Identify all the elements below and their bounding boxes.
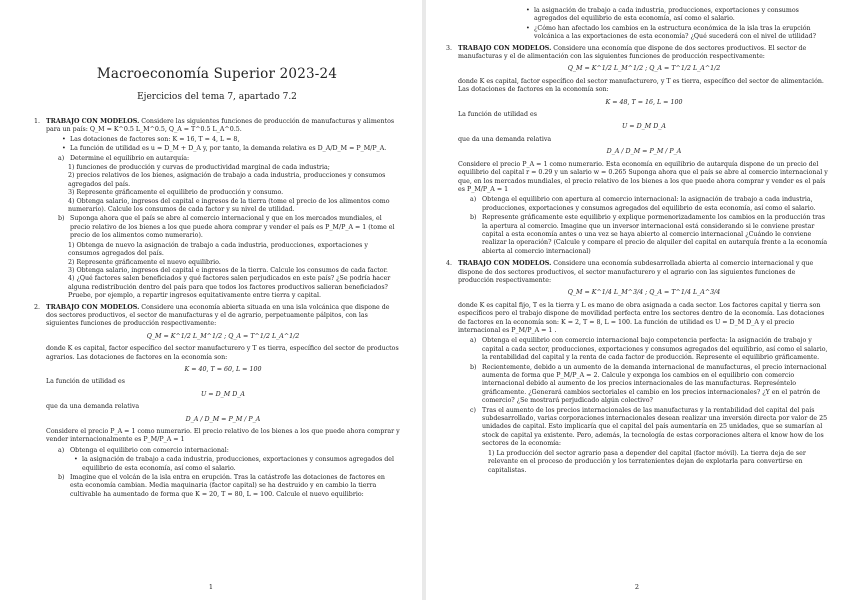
- equation: Q_M = K^1/2 L_M^1/2 ; Q_A = T^1/2 L_A^1/2: [146, 332, 300, 340]
- item-text: Tras el aumento de los precios internacionales de las manufacturas y la rentabilidad del capital del país subdesarrollado, varias corporaciones internacionales desean realizar una inversión directa por valor de 25 unidades de capital. Esto implicaría que el capital del país aumentaría en 25 unidades, que se sumarían al stock de capital ya existente. Pero, además, la tecnología de estas corporaciones altera el know how de los sectores de la economía:: [482, 406, 828, 448]
- item-label: b): [470, 363, 477, 371]
- equation: D_A / D_M = P_M / P_A: [185, 415, 261, 423]
- paragraph: Considere el precio P_A = 1 como numerario. Esta economía en equilibrio de autarquía dispone de un precio del equilibrio del capital r = 0.29 y un salario w = 0.265 Suponga ahora que el país se abre al comercio internacional y que, en los mercados mundiales, el precio relativo de los bienes a los que puede ahora comprar y vender es el país es P_M/P_A = 1: [458, 160, 828, 193]
- continued-bullets: • la asignación de trabajo a cada industria, producciones, exportaciones y consumos agregados del equilibrio de esta economía, así como el salario. • ¿Cómo han afectado los cambios en la estructura económica de la isla tras la erupción volcánica a las exportaciones de esta economía? ¿Qué sucederá con el nivel de utilidad?: [446, 7, 830, 42]
- item-text: Obtenga el equilibrio con apertura al comercio internacional: la asignación de trabajo a cada industria, producciones, exportaciones y consumos agregados del equilibrio de esta economía, así como el salario.: [482, 196, 816, 212]
- exercise-number: 3.: [446, 44, 453, 52]
- exercise-intro: Considere una economía abierta situada en una isla volcánica que dispone de dos sectores productivos, el sector de manufacturas y el de agrario, perpetuamente pálpitos, con las siguientes funciones de producción respectivamente:: [46, 303, 390, 328]
- item-label: a): [470, 196, 477, 204]
- exercise-title: TRABAJO CON MODELOS.: [458, 44, 552, 52]
- exercise-2: 2. TRABAJO CON MODELOS. Considere una economía abierta situada en una isla volcánica que dispone de dos sectores productivos, el sector de manufacturas y el de agrario, perpetuamente pálpitos, con las siguientes funciones de producción respectivamente: Q_M = K^1/2 L_M^1/2 ; Q_A = T^1/2 L_A^1/2 donde K es capital, factor específico del sector manufacturero y T es tierra, específico del sector de productos agrarios. Las dotaciones de factores en la economía son: K = 40, T = 60, L = 100 La función de utilidad es U = D_M D_A que da una demanda relativa D_A / D_M = P_M / P_A Considere el precio P_A = 1 como numerario. El precio relativo de los bienes a los que puede ahora comprar y vender internacionalmente es P_M/P_A = 1 a) Obtenga el equilibrio con comercio internacional: • la asignación de trabajo a cada industria, producciones, exportaciones y consumos agregados del equilibrio de esta economía, así como el salario. b) Imagine que el volcán de la isla entra en erupción. Tras la catástrofe las dotaciones de factores en esta economía cambian. Media maquinaria (factor capital) se ha destruido y en cambio la tierra cultivable ha aumentado de forma que K = 20, T = 80, L = 100. Calcule el nuevo equilibrio:: [34, 304, 400, 501]
- paragraph: La función de utilidad es: [46, 378, 125, 386]
- exercise-title: TRABAJO CON MODELOS.: [458, 260, 552, 268]
- subitem-text: 1) La producción del sector agrario pasa a depender del capital (factor móvil). La tierra deja de ser relevante en el proceso de producción y los terratenientes dejan de explotarla para convertirse en capitalistas.: [488, 449, 806, 474]
- item-label: b): [470, 214, 477, 222]
- bullet-text: la asignación de trabajo a cada industria, producciones, exportaciones y consumos agregados del equilibrio de esta economía, así como el salario.: [82, 456, 394, 472]
- equation: K = 40, T = 60, L = 100: [184, 365, 262, 373]
- item-label: a): [58, 446, 65, 454]
- item-text: Obtenga el equilibrio con comercio internacional:: [70, 446, 229, 454]
- exercise-intro: Considere una economía que dispone de dos sectores productivos. El sector de manufacturas y el de alimentación con las siguientes funciones de producción respectivamente:: [458, 44, 807, 61]
- item-text: Suponga ahora que el país se abre al comercio internacional y que en los mercados mundiales, el precio relativo de los bienes a los que puede ahora comprar y vender el país es P_M/P_A = 1 (tome el precio de los alimentos como numerario).: [70, 215, 395, 240]
- item-label: a): [58, 154, 65, 162]
- item-label: b): [58, 215, 65, 223]
- bullet-text: La función de utilidad es u = D_M + D_A y, por tanto, la demanda relativa es D_A/D_M = P_M/P_A.: [70, 145, 387, 153]
- subitem-text: 3) Obtenga salario, ingresos del capital e ingresos de la tierra. Calcule los consumos de cada factor.: [68, 266, 388, 274]
- item-text: Recientemente, debido a un aumento de la demanda internacional de manufacturas, el precio internacional aumenta de forma que P_M/P_A = 2. Calcule y exponga los cambios en el equilibrio con comercio internacional debido al aumento de los precios internacionales de las manufacturas. Represéntelo gráficamente. ¿Generará cambios sectoriales el cambio en los precios internacionales? ¿Y en el patrón de comercio? ¿Se mostrará perjudicado algún colectivo?: [482, 363, 827, 405]
- paragraph: Considere el precio P_A = 1 como numerario. El precio relativo de los bienes a los que puede ahora comprar y vender internacionalmente es P_M/P_A = 1: [46, 428, 400, 444]
- page-number: 1: [208, 583, 214, 591]
- item-label: a): [470, 337, 477, 345]
- exercise-number: 1.: [34, 118, 41, 125]
- item-text: Obtenga el equilibrio con comercio internacional bajo competencia perfecta: la asignación de trabajo y capital a cada sector, producciones, exportaciones y consumos agregados del equilibrio, así como el salario, la rentabilidad del capital y la renta de cada factor de producción. Represente el equilibrio gráficamente.: [482, 337, 828, 362]
- subitem-text: 4) Obtenga salario, ingresos del capital e ingresos de la tierra (tome el precio de los alimentos como numerario). Calcule los consumos de cada factor y su nivel de utilidad.: [68, 197, 390, 214]
- paragraph: donde K es capital, factor específico del sector manufacturero, y T es tierra, específico del sector de alimentación. Las dotaciones de factores en la economía son:: [458, 77, 824, 94]
- bullet-text: la asignación de trabajo a cada industria, producciones, exportaciones y consumos agregados del equilibrio de esta economía, así como el salario.: [534, 7, 799, 23]
- exercise-intro: Considere una economía subdesarrollada abierta al comercio internacional y que dispone de dos sectores productivos, el sector manufacturero y el agrario con las siguientes funciones de producción respectivamente:: [458, 260, 814, 284]
- paragraph: que da una demanda relativa: [458, 135, 552, 143]
- bullet-text: ¿Cómo han afectado los cambios en la estructura económica de la isla tras la erupción volcánica a las exportaciones de esta economía? ¿Qué sucederá con el nivel de utilidad?: [534, 24, 816, 41]
- page-2: [426, 0, 848, 600]
- exercise-number: 2.: [34, 303, 41, 311]
- subitem-text: 1) Obtenga de nuevo la asignación de trabajo a cada industria, producciones, exportaciones y consumos agregados del país.: [68, 241, 368, 258]
- item-label: b): [58, 474, 65, 482]
- exercise-title: TRABAJO CON MODELOS.: [46, 118, 140, 125]
- equation: U = D_M D_A: [622, 123, 666, 131]
- document-title: Macroeconomía Superior 2023-24: [96, 66, 338, 82]
- page-number: 2: [634, 583, 640, 591]
- subitem-text: 2) precios relativos de los bienes, asignación de trabajo a cada industria, producciones y consumos agregados del país.: [68, 172, 386, 188]
- paragraph: La función de utilidad es: [458, 111, 537, 119]
- equation: D_A / D_M = P_M / P_A: [606, 148, 682, 156]
- exercise-number: 4.: [446, 260, 453, 268]
- item-text: Imagine que el volcán de la isla entra en erupción. Tras la catástrofe las dotaciones de factores en esta economía cambian. Media maquinaria (factor capital) se ha destruido y en cambio la tierra cultivable ha aumentado de forma que K = 20, T = 80, L = 100. Calcule el nuevo equilibrio:: [70, 474, 385, 498]
- paragraph: donde K es capital, factor específico del sector manufacturero y T es tierra, específico del sector de productos agrarios. Las dotaciones de factores en la economía son:: [46, 345, 399, 361]
- exercise-intro: Considere las siguientes funciones de producción de manufacturas y alimentos para un país: Q_M = K^0.5 L_M^0.5, Q_A = T^0.5 L_A^0.5.: [46, 118, 395, 134]
- page-1: [0, 0, 422, 600]
- exercise-4: [446, 260, 830, 475]
- document-subtitle: Ejercicios del tema 7, apartado 7.2: [137, 92, 297, 102]
- item-text: Determine el equilibrio en autarquía:: [70, 154, 190, 162]
- equation: K = 48, T = 16, L = 100: [605, 98, 683, 106]
- equation: U = D_M D_A: [201, 390, 245, 398]
- paragraph: donde K es capital fijo, T es la tierra y L es mano de obra asignada a cada sector. Los factores capital y tierra son específicos pero el trabajo dispone de movilidad perfecta entre los sectores dentro de la economía. Las dotaciones de factores en la economía son: K = 2, T = 8, L = 100. La función de utilidad es U = D_M D_A y el precio internacional es P_M/P_A = 1 .: [458, 301, 825, 334]
- subitem-text: 2) Represente gráficamente el nuevo equilibrio.: [68, 258, 221, 266]
- item-label: c): [470, 406, 476, 414]
- bullet-text: Las dotaciones de factores son: K = 16, T = 4, L = 8,: [70, 135, 240, 143]
- equation: Q_M = K^1/2 L_M^1/2 ; Q_A = T^1/2 L_A^1/2: [567, 65, 721, 73]
- subitem-text: 1) funciones de producción y curvas de productividad marginal de cada industria;: [68, 164, 330, 172]
- subitem-text: 3) Represente gráficamente el equilibrio de producción y consumo.: [68, 189, 284, 197]
- exercise-3: [446, 45, 830, 258]
- paragraph: que da una demanda relativa: [46, 403, 140, 411]
- subitem-text: 4) ¿Qué factores salen beneficiados y qué factores salen perjudicados en este país? ¿Se podría hacer alguna redistribución dentro del país para que todos los factores productivos salieran beneficiados? Pruebe, por ejemplo, a repartir ingresos equitativamente entre tierra y capital.: [68, 275, 391, 300]
- exercise-title: TRABAJO CON MODELOS.: [46, 303, 140, 311]
- item-text: Represente gráficamente este equilibrio y explique pormenorizadamente los cambios en la producción tras la apertura al comercio. Imagine que un inversor internacional está considerando si le conviene prestar capital a esta economía antes o una vez se haya abierto al comercio internacional ¿Cuándo le conviene realizar la operación? (Calcule y compare el precio de alquiler del capital en autarquía frente a la economía abierta al comercio internacional): [482, 214, 828, 255]
- equation: Q_M = K^1/4 L_M^3/4 ; Q_A = T^1/4 L_A^3/4: [567, 289, 721, 297]
- exercise-1: 1. TRABAJO CON MODELOS. Considere las siguientes funciones de producción de manufacturas y alimentos para un país: Q_M = K^0.5 L_M^0.5, Q_A = T^0.5 L_A^0.5. • Las dotaciones de factores son: K = 16, T = 4, L = 8, • La función de utilidad es u = D_M + D_A y, por tanto, la demanda relativa es D_A/D_M = P_M/P_A. a) Determine el equilibrio en autarquía: 1) funciones de producción y curvas de productividad marginal de cada industria; 2) precios relativos de los bienes, asignación de trabajo a cada industria, producciones y consumos agregados del país. 3) Represente gráficamente el equilibrio de producción y consumo. 4) Obtenga salario, ingresos del capital e ingresos de la tierra (tome el precio de los alimentos como numerario). Calcule los consumos de cada factor y su nivel de utilidad. b) Suponga ahora que el país se abre al comercio internacional y que en los mercados mundiales, el precio relativo de los bienes a los que puede ahora comprar y vender el país es P_M/P_A = 1 (tome el precio de los alimentos como numerario). 1) Obtenga de nuevo la asignación de trabajo a cada industria, producciones, exportaciones y consumos agregados del país. 2) Represente gráficamente el nuevo equilibrio. 3) Obtenga salario, ingresos del capital e ingresos de la tierra. Calcule los consumos de cada factor. 4) ¿Qué factores salen beneficiados y qué factores salen perjudicados en este país? ¿Se podría hacer alguna redistribución dentro del país para que todos los factores productivos salieran beneficiados? Pruebe, por ejemplo, a repartir ingresos equitativamente entre tierra y capital.: [34, 118, 400, 301]
